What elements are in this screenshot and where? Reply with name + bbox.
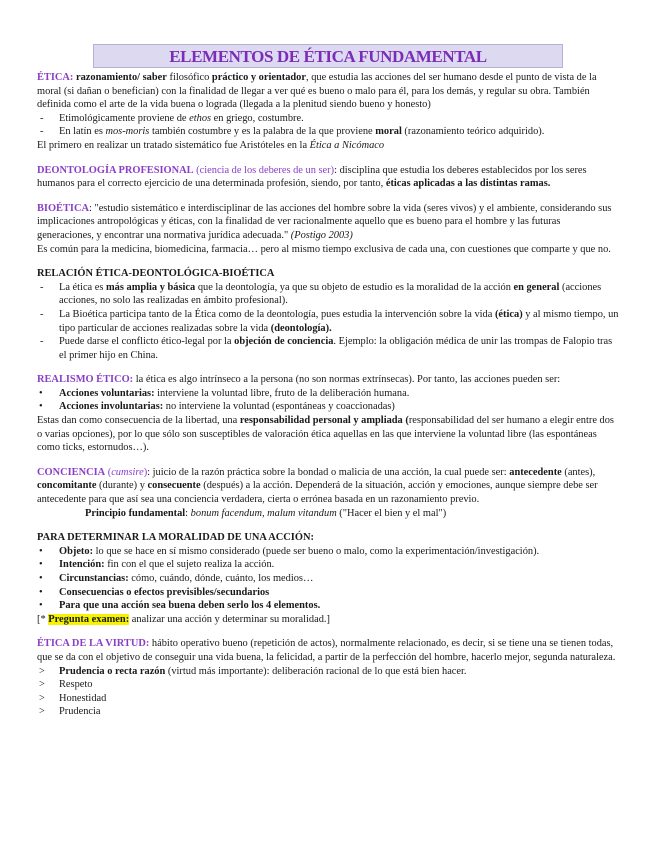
list-item: > Prudencia o recta razón (virtud más importante): deliberación racional de lo que está bien hacer.: [37, 665, 619, 679]
etica-definition: ÉTICA: razonamiento/ saber filosófico práctico y orientador, que estudia las acciones del ser humano desde el punto de vista de la moral (si dañan o benefician) con la finalidad de llegar a ver qué es bueno o malo para él, para los demás, y regular su obra. También definida como el arte de la vida buena o lograda (llegada a la plenitud siendo bueno y honesto): [37, 72, 597, 111]
list-item: • Para que una acción sea buena deben serlo los 4 elementos.: [37, 599, 619, 613]
conciencia-term: CONCIENCIA: [37, 466, 106, 478]
bioetica-term: BIOÉTICA: [37, 202, 89, 214]
realismo-list: [37, 387, 619, 414]
etica-list: [37, 112, 619, 139]
list-item: - Puede darse el conflicto ético-legal por la objeción de conciencia. Ejemplo: la obligación médica de unir las trompas de Falopio tras el primer hijo en China.: [37, 335, 619, 362]
bioetica-definition: BIOÉTICA: "estudio sistemático e interdisciplinar de las acciones del hombre sobre la vida (seres vivos) y el ambiente, considerando sus implicaciones antropológicas y éticas, con la finalidad de ver racionalmente aquello que es bueno para el hombre y las futuras generaciones, y encontrar una normativa jurídica adecuada." (Postigo 2003): [37, 202, 612, 241]
virtud-definition: ÉTICA DE LA VIRTUD: hábito operativo bueno (repetición de actos), normalmente relacionado, es decir, si se tiene una se tienen todas, que se da con el objetivo de conseguir una vida buena, la felicidad, a partir de la perfección del hombre, hacerlo mejor, segunda naturaleza.: [37, 638, 616, 663]
relacion-list: [37, 281, 619, 363]
page-title: ELEMENTOS DE ÉTICA FUNDAMENTAL: [93, 44, 563, 68]
relacion-heading: RELACIÓN ÉTICA-DEONTOLÓGICA-BIOÉTICA: [37, 268, 275, 280]
section-etica: [37, 71, 619, 153]
section-relacion: [37, 267, 619, 362]
list-item: > Respeto: [37, 678, 619, 692]
deontologia-definition: DEONTOLOGÍA PROFESIONAL (ciencia de los deberes de un ser): disciplina que estudia los deberes establecidos por los seres humanos para el correcto ejercicio de una determinada profesión, siendo, por tanto, éticas aplicadas a las distintas ramas.: [37, 164, 587, 190]
section-moralidad: [37, 531, 619, 626]
virtud-term: ÉTICA DE LA VIRTUD:: [37, 638, 150, 650]
virtud-list: [37, 665, 619, 719]
realismo-note: Estas dan como consecuencia de la libertad, una responsabilidad personal y ampliada (responsabilidad del ser humano a elegir entre dos o varias opciones), por lo que sólo son susceptibles de valoración ética aquellas en las que interviene la voluntad libre (las espontáneas como ticks, estornudos…).: [37, 415, 614, 454]
section-conciencia: [37, 466, 619, 520]
moralidad-list: [37, 545, 619, 613]
etica-term: ÉTICA:: [37, 72, 74, 83]
conciencia-definition: CONCIENCIA (cumsire): juicio de la razón práctica sobre la bondad o malicia de una acción, la cual puede ser: antecedente (antes), concomitante (durante) y consecuente (después) a la acción. Dependerá de la situación, acción y emociones, aunque siempre debe ser antecedente para que así sea una conciencia verdadera, cierta o errónea basada en un razonamiento previo.: [37, 466, 598, 506]
etica-note: El primero en realizar un tratado sistemático fue Aristóteles en la Ética a Nicómaco: [37, 139, 385, 151]
list-item: • Objeto: lo que se hace en sí mismo considerado (puede ser bueno o malo, como la experimentación/investigación).: [37, 545, 619, 559]
list-item: • Intención: fin con el que el sujeto realiza la acción.: [37, 558, 619, 572]
section-realismo: [37, 373, 619, 455]
document-page: [37, 44, 619, 719]
list-item: • Circunstancias: cómo, cuándo, dónde, cuánto, los medios…: [37, 572, 619, 586]
list-item: - En latín es mos-moris también costumbre y es la palabra de la que proviene moral (razonamiento teórico adquirido).: [37, 125, 619, 139]
list-item: • Acciones voluntarias: interviene la voluntad libre, fruto de la deliberación humana.: [37, 387, 619, 401]
list-item: > Honestidad: [37, 692, 619, 706]
list-item: - La Bioética participa tanto de la Ética como de la deontología, pues estudia la intervención sobre la vida (ética) y al mismo tiempo, un tipo particular de acciones realizadas sobre la vida (deontología).: [37, 308, 619, 335]
list-item: - La ética es más amplia y básica que la deontología, ya que su objeto de estudio es la moralidad de la acción en general (acciones acciones, no solo las realizadas en ámbito profesional).: [37, 281, 619, 308]
section-deontologia: [37, 164, 619, 191]
list-item: • Consecuencias o efectos previsibles/secundarios: [37, 586, 619, 600]
deontologia-term: DEONTOLOGÍA PROFESIONAL: [37, 164, 194, 176]
list-item: • Acciones involuntarias: no interviene la voluntad (espontáneas y coaccionadas): [37, 400, 619, 414]
moralidad-heading: PARA DETERMINAR LA MORALIDAD DE UNA ACCIÓN:: [37, 532, 314, 544]
realismo-definition: REALISMO ÉTICO: la ética es algo intrínseco a la persona (no son normas extrínsecas). Por tanto, las acciones pueden ser:: [37, 374, 561, 386]
principio-fundamental: Principio fundamental: bonum facendum, malum vitandum ("Hacer el bien y el mal"): [85, 507, 447, 519]
exam-highlight: Pregunta examen:: [48, 613, 130, 625]
exam-note: [* Pregunta examen: analizar una acción y determinar su moralidad.]: [37, 613, 330, 625]
bioetica-note: Es común para la medicina, biomedicina, farmacia… pero al mismo tiempo exclusiva de cada una, con cuestiones que comparte y que no.: [37, 243, 611, 255]
section-virtud: [37, 637, 619, 719]
list-item: - Etimológicamente proviene de ethos en griego, costumbre.: [37, 112, 619, 126]
list-item: > Prudencia: [37, 705, 619, 719]
section-bioetica: [37, 202, 619, 256]
realismo-term: REALISMO ÉTICO:: [37, 374, 134, 386]
